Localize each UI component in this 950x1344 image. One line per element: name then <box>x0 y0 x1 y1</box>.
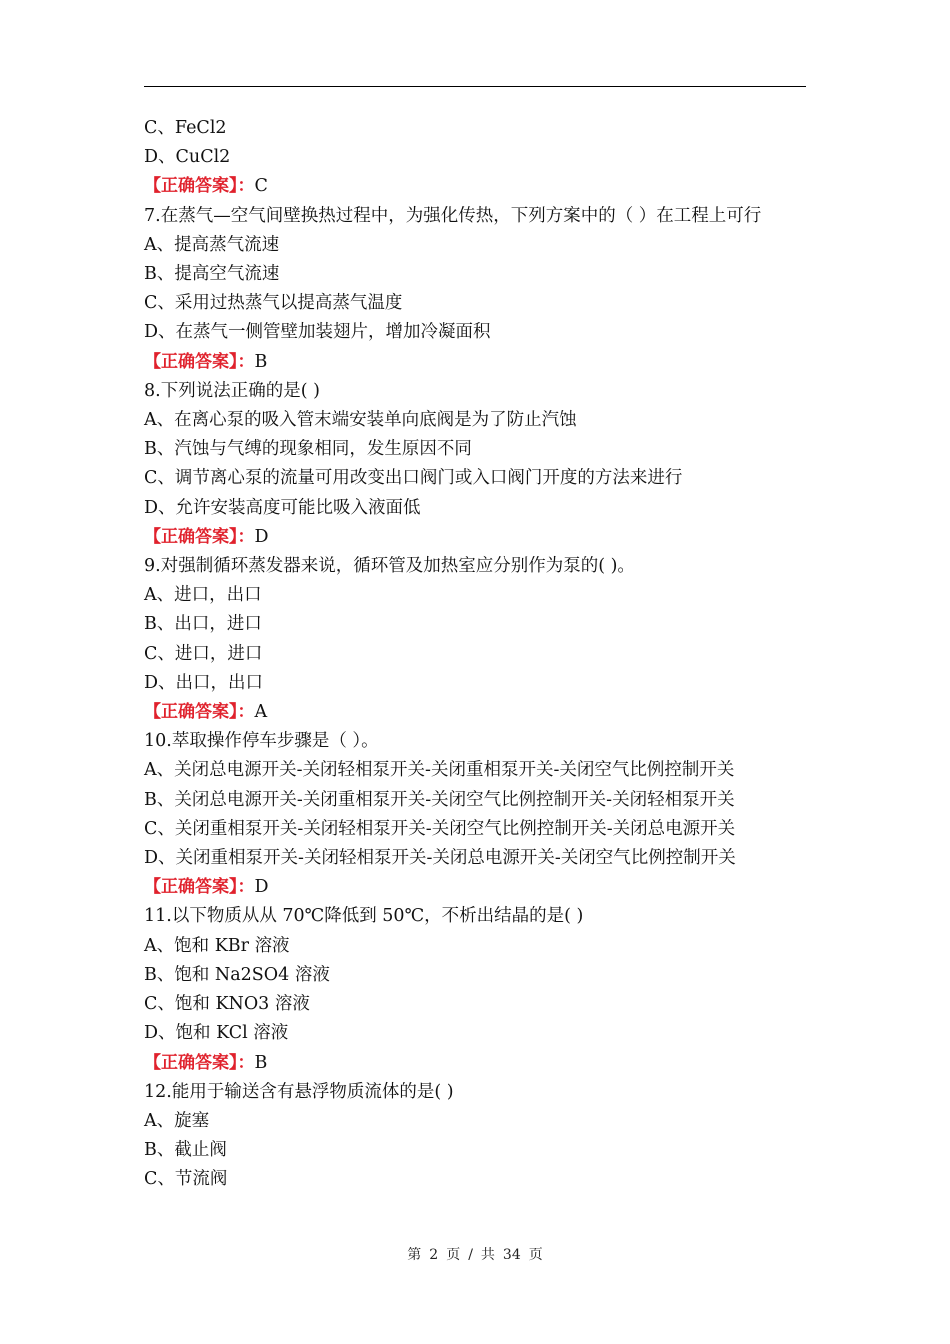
footer-page-prefix: 第 <box>407 1247 422 1263</box>
answer-value: A <box>254 702 268 723</box>
option-text: C、进口，进口 <box>144 643 263 664</box>
footer-separator: / <box>468 1247 473 1263</box>
footer-total-pages: 34 <box>502 1247 521 1263</box>
option-text: C、饱和 KNO3 溶液 <box>144 994 310 1015</box>
option-text: C、调节离心泵的流量可用改变出口阀门或入口阀门开度的方法来进行 <box>144 468 683 489</box>
footer-page-suffix: 页 <box>446 1247 461 1263</box>
answer-label: 【正确答案】： <box>144 176 255 197</box>
option-text: B、饱和 Na2SO4 溶液 <box>144 964 330 985</box>
option-text: C、节流阀 <box>144 1169 228 1190</box>
question-text: 11.以下物质从从 70℃降低到 50℃，不析出结晶的是( ) <box>144 906 584 927</box>
option-text: D、允许安装高度可能比吸入液面低 <box>144 497 421 518</box>
answer-label: 【正确答案】： <box>144 877 255 898</box>
question-list <box>144 114 809 1195</box>
option-text: A、饱和 KBr 溶液 <box>144 935 290 956</box>
option-text: B、出口，进口 <box>144 614 262 635</box>
option-text: D、饱和 KCl 溶液 <box>144 1023 289 1044</box>
answer-value: B <box>254 351 268 372</box>
option-text: B、提高空气流速 <box>144 264 280 285</box>
footer-total-prefix: 共 <box>480 1247 495 1263</box>
answer-label: 【正确答案】： <box>144 526 255 547</box>
footer-current-page: 2 <box>429 1247 439 1263</box>
option-text: A、提高蒸气流速 <box>144 234 280 255</box>
question-text: 9.对强制循环蒸发器来说，循环管及加热室应分别作为泵的( )。 <box>144 556 635 577</box>
option-text: D、在蒸气一侧管壁加装翅片，增加冷凝面积 <box>144 322 491 343</box>
answer-line <box>144 698 809 727</box>
option-text: B、截止阀 <box>144 1140 227 1161</box>
answer-line <box>144 523 809 552</box>
answer-value: D <box>254 877 269 898</box>
option-text: A、在离心泵的吸入管末端安装单向底阀是为了防止汽蚀 <box>144 410 577 431</box>
footer-total-suffix: 页 <box>528 1247 543 1263</box>
answer-label: 【正确答案】： <box>144 1052 255 1073</box>
option-text: B、关闭总电源开关-关闭重相泵开关-关闭空气比例控制开关-关闭轻相泵开关 <box>144 789 735 810</box>
answer-line <box>144 348 809 377</box>
option-text: C、FeCl2 <box>144 118 227 138</box>
option-text: B、汽蚀与气缚的现象相同，发生原因不同 <box>144 439 472 460</box>
answer-label: 【正确答案】： <box>144 702 255 723</box>
answer-value: C <box>254 176 268 197</box>
page-footer <box>0 1244 950 1264</box>
question-text: 8.下列说法正确的是( ) <box>144 380 320 401</box>
option-text: D、CuCl2 <box>144 147 231 168</box>
answer-line <box>144 172 809 201</box>
header-rule <box>144 86 806 87</box>
option-text: D、关闭重相泵开关-关闭轻相泵开关-关闭总电源开关-关闭空气比例控制开关 <box>144 848 736 869</box>
option-text: A、关闭总电源开关-关闭轻相泵开关-关闭重相泵开关-关闭空气比例控制开关 <box>144 760 735 781</box>
answer-label: 【正确答案】： <box>144 351 255 372</box>
option-text: D、出口，出口 <box>144 672 264 693</box>
option-text: C、关闭重相泵开关-关闭轻相泵开关-关闭空气比例控制开关-关闭总电源开关 <box>144 818 736 839</box>
question-text: 10.萃取操作停车步骤是（ ）。 <box>144 731 379 752</box>
question-text: 7.在蒸气—空气间壁换热过程中，为强化传热，下列方案中的（ ）在工程上可行 <box>144 205 762 226</box>
option-text: C、采用过热蒸气以提高蒸气温度 <box>144 293 403 314</box>
answer-line <box>144 1049 809 1078</box>
question-text: 12.能用于输送含有悬浮物质流体的是( ) <box>144 1081 454 1102</box>
answer-value: B <box>254 1052 268 1073</box>
option-text: A、进口，出口 <box>144 585 262 606</box>
answer-line <box>144 873 809 902</box>
answer-value: D <box>254 526 269 547</box>
option-text: A、旋塞 <box>144 1110 210 1131</box>
